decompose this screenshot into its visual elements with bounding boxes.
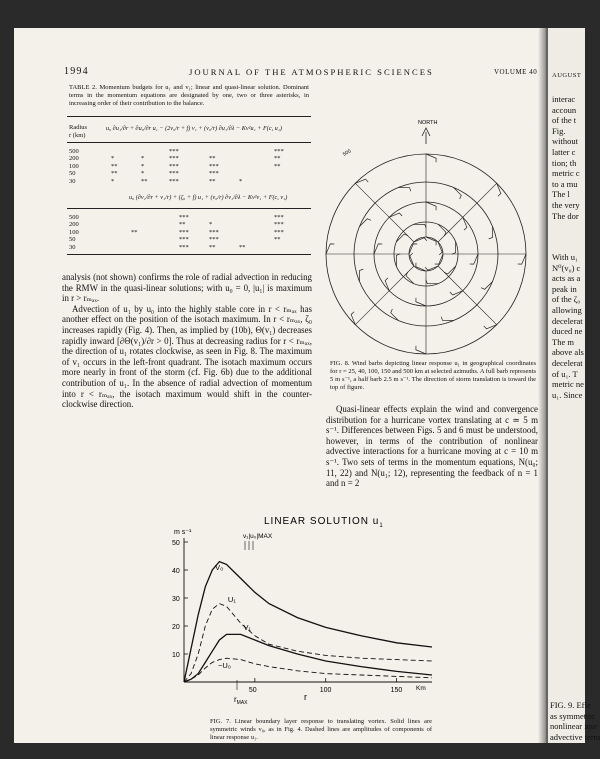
adjacent-fig9-caption — [550, 700, 600, 742]
adjacent-text-line: u₁. Since — [552, 389, 583, 400]
table-cell: *** — [209, 228, 219, 236]
adjacent-text-line: advective term — [550, 731, 600, 742]
adjacent-text-line: nonlinear inte — [550, 721, 597, 732]
equation-v: u₀ (∂v₁/∂r + v₁/r) + (ζ₀ + f) u₁ + (v₀/r) ∂v₁/∂λ − Kv²v₁ + F(c, v₁) — [129, 194, 288, 201]
fig8-wind-barb — [426, 202, 436, 210]
table-cell-radius: 100 — [69, 162, 79, 170]
fig8-wind-barb — [414, 224, 426, 228]
journal-page — [14, 28, 544, 743]
adjacent-text-block-2 — [552, 252, 584, 400]
table-cell: * — [111, 177, 115, 185]
adjacent-text-line: without — [552, 136, 578, 147]
fig8-wind-barb — [398, 187, 410, 191]
fig8-spokes — [326, 154, 526, 354]
fig8-wind-barb — [359, 269, 363, 281]
fig7-r-axis-label: r — [304, 692, 307, 702]
adjacent-text-line: duced ne — [552, 326, 583, 337]
adjacent-text-line: of the t — [552, 115, 577, 126]
table-v-rows — [69, 214, 313, 251]
table-cell-radius: 500 — [69, 148, 79, 155]
table-cell: * — [141, 155, 145, 163]
adjacent-text-line: as symmetric — [550, 710, 596, 721]
table-cell: ** — [111, 170, 118, 178]
fig8-wind-barb — [426, 280, 438, 284]
table-cell: *** — [274, 221, 284, 229]
table-cell: *** — [169, 177, 179, 185]
table-cell-radius: 100 — [69, 228, 79, 236]
table-row — [69, 244, 313, 251]
adjacent-text-line: acts as a — [552, 273, 581, 284]
adjacent-page — [548, 28, 600, 743]
table-cell: *** — [179, 243, 189, 251]
table-header-unit: r (km) — [69, 132, 86, 139]
adjacent-header: AUGUST — [552, 72, 582, 79]
table-cell: *** — [274, 148, 284, 155]
page-number: 1994 — [64, 66, 89, 77]
table-cell: ** — [274, 162, 281, 170]
adjacent-text-line: latter c — [552, 146, 576, 157]
adjacent-text-line: Fig. — [552, 125, 566, 136]
table-cell: ** — [131, 228, 138, 236]
table-cell: *** — [209, 170, 219, 178]
table-cell: * — [209, 221, 213, 229]
journal-title: JOURNAL OF THE ATMOSPHERIC SCIENCES — [189, 67, 434, 77]
fig8-wind-barb — [326, 244, 334, 254]
adjacent-text-block-1 — [552, 94, 580, 221]
fig8-wind-barb — [409, 244, 417, 254]
adjacent-text-line: With u₁ — [552, 252, 578, 262]
table-rule-bottom — [67, 254, 311, 255]
table-row — [69, 163, 313, 170]
fig8-wind-barb — [489, 226, 493, 238]
adjacent-text-line: FIG. 9. Effe — [550, 700, 591, 710]
table-cell-radius: 200 — [69, 155, 79, 163]
table-rule-mid — [67, 142, 311, 143]
volume-label: VOLUME 40 — [494, 68, 538, 76]
fig7-curve-label: V₀ — [215, 563, 224, 572]
adjacent-text-line: The dor — [552, 210, 579, 221]
table-cell: *** — [274, 228, 284, 236]
fig8-wind-barb — [441, 317, 453, 321]
adjacent-text-line: The m — [552, 336, 574, 347]
fig7-x-tick-label: 50 — [248, 687, 257, 694]
fig7-x-unit: Km — [416, 685, 426, 692]
north-label: NORTH — [418, 120, 438, 126]
fig7-y-tick-label: 10 — [172, 652, 180, 659]
adjacent-text-line: metric c — [552, 168, 580, 179]
table-cell: * — [111, 155, 115, 163]
fig8-wind-barb — [416, 263, 426, 271]
fig7-y-tick-label: 20 — [172, 624, 180, 631]
left-paragraph-1: analysis (not shown) confirms the role of radial advection in reducing the RMW in the quasi-linear solutions; with u₀ = 0, |u₁| is maximum in r > rₘₐₓ. — [62, 272, 312, 304]
adjacent-text-line: peak in — [552, 283, 577, 294]
adjacent-text-line: decelerat — [552, 315, 583, 326]
fig7-series-line — [184, 634, 432, 682]
table-cell: * — [141, 170, 145, 178]
table-cell: * — [141, 162, 145, 170]
fig8-wind-barb — [396, 254, 400, 266]
right-paragraph-1: Quasi-linear effects explain the wind and convergence distribution for a hurricane vortex translating at c ≃ 5 m s⁻¹. Differences between Figs. 5 and 6 must be understood, however, in terms of the contribution of nonlinear advective interactions for a hurricane moving at c = 10 m s⁻¹. Two sets of terms in the momentum equations, N(u₀; 11, 22) and N(u₁; 12), representing the feedback of n = 1 and n = 2 — [326, 404, 538, 489]
table-cell: *** — [209, 236, 219, 244]
adjacent-text-line: metric ne — [552, 379, 584, 390]
adjacent-text-line: of u₁. T — [552, 368, 578, 379]
fig7-curve-label: U₁ — [227, 595, 236, 605]
fig7-y-unit: m s⁻¹ — [174, 529, 192, 536]
table-cell: *** — [169, 170, 179, 178]
fig8-wind-barb — [452, 242, 456, 254]
table-row — [69, 155, 313, 162]
table-row — [69, 214, 313, 221]
adjacent-text-line: tion; th — [552, 157, 577, 168]
table-u-rows — [69, 148, 313, 185]
fig8-spoke — [438, 266, 497, 325]
fig8-wind-barb — [416, 298, 426, 306]
ring-label-500: 500 — [342, 148, 353, 158]
adjacent-text-line: the very — [552, 199, 580, 210]
table-cell: ** — [274, 155, 281, 163]
fig8-spoke — [355, 183, 414, 242]
left-paragraph-2: Advection of u₁ by u₀ into the highly stable core in r < rₘₐₓ has another effect on the position of the isotach maximum. In r < rₘₐₓ, ζ₀ increases rapidly (Fig. 4). Then, as implied by (10b), Θ(v₁) decreases rapidly inward [∂Θ(v₁)/∂r > 0]. Thus at decreasing radius for r < rₘₐₓ, the direction of u₁ rotates clockwise, as seen in Fig. 8. The maximum of v₁ occurs in the left-front quadrant. The isotach maximum occurs more nearly in front of the storm (cf. Fig. 6b) due to the additional contribution of u₁. In the absence of radial advection of momentum into r < rₘₐₓ, the isotach maximum would shift in the counter-clockwise direction. — [62, 303, 312, 410]
fig7-rmax-label: $r_{MAX}$ — [234, 695, 248, 706]
table-row — [69, 221, 313, 228]
table-row — [69, 229, 313, 236]
table-cell: ** — [141, 177, 148, 185]
table-cell-radius: 50 — [69, 236, 76, 244]
fig7-x-tick-label: 150 — [390, 687, 403, 694]
right-column-text — [326, 404, 538, 489]
adjacent-text-line: The l — [552, 189, 570, 200]
table-cell: *** — [179, 228, 189, 236]
table-cell: *** — [179, 214, 189, 221]
figure-8-caption: FIG. 8. Wind barbs depicting linear response u₁ in geographical coordinates for r = 25, 40, 100, 150 and 500 km at selected azimuths. A full barb represents 5 m s⁻¹, a half barb 2.5 m s⁻¹. The direction of storm translation is toward the top of figure. — [330, 360, 536, 391]
table-row — [69, 178, 313, 185]
table-cell-radius: 200 — [69, 221, 79, 229]
table-cell-radius: 500 — [69, 214, 79, 221]
fig8-wind-barb — [426, 154, 436, 162]
table-rule-v — [67, 208, 311, 209]
fig7-curve-labels — [215, 563, 251, 670]
table-cell: ** — [239, 243, 246, 251]
fig7-y-tick-label: 50 — [172, 540, 180, 547]
fig7-x-tick-label: 100 — [319, 687, 332, 694]
adjacent-text-line: allowing — [552, 304, 582, 315]
table-cell: * — [239, 177, 243, 185]
fig7-title: LINEAR SOLUTION $u_1$ — [264, 516, 384, 529]
left-column-text — [62, 272, 312, 410]
fig7-curve-label: −U₀ — [218, 661, 231, 670]
fig8-wind-barb — [435, 254, 443, 264]
fig8-wind-barb — [426, 237, 436, 245]
fig7-y-tick-label: 30 — [172, 596, 180, 603]
table-cell: *** — [169, 148, 179, 155]
table-cell: *** — [169, 162, 179, 170]
fig8-spoke — [355, 266, 414, 325]
table-cell: *** — [169, 155, 179, 163]
table-caption: TABLE 2. Momentum budgets for u₁ and v₁; linear and quasi-linear solution. Dominant terms in the momentum equations are designated by one, two or three asterisks, in increasing order of their contribution to the balance. — [69, 84, 309, 107]
adjacent-text-line: N⁰(v₀) c — [552, 262, 581, 273]
table-row — [69, 236, 313, 243]
equation-u: u₀ ∂u₁/∂r + ∂u₀/∂r u₁ − (2v₀/r + f) v₁ + (v₀/r) ∂u₁/∂λ − Kv²u₁ + F(c, u₁) — [106, 125, 282, 132]
figure-7-chart — [154, 512, 454, 717]
table-cell: ** — [209, 243, 216, 251]
fig8-wind-barb — [416, 346, 426, 354]
table-cell: *** — [274, 214, 284, 221]
table-rule-top — [67, 116, 311, 117]
fig8-wind-barb — [470, 254, 478, 264]
table-cell: ** — [274, 236, 281, 244]
table-cell: ** — [209, 155, 216, 163]
adjacent-text-line: above als — [552, 347, 584, 358]
fig7-umax-annotation: v₁|u₀|MAX — [243, 533, 273, 540]
adjacent-text-line: to a mu — [552, 178, 578, 189]
fig8-spoke — [438, 183, 497, 242]
table-cell-radius: 30 — [69, 177, 76, 185]
figure-7-caption: FIG. 7. Linear boundary layer response to translating vortex. Solid lines are symmetric winds v₀, as in Fig. 4. Dashed lines are amplitudes of components of linear response u₁. — [210, 718, 432, 741]
adjacent-text-line: accoun — [552, 104, 577, 115]
adjacent-text-line: interac — [552, 94, 576, 104]
table-header-radius: Radius — [69, 124, 88, 131]
figure-8-polar — [314, 114, 539, 354]
table-row — [69, 170, 313, 177]
table-row — [69, 148, 313, 155]
table-cell: *** — [179, 236, 189, 244]
fig8-wind-barb — [518, 254, 526, 264]
fig7-y-tick-label: 40 — [172, 568, 180, 575]
fig7-curve-label: V₁ — [243, 623, 252, 633]
adjacent-text-line: decelerat — [552, 357, 583, 368]
table-cell-radius: 30 — [69, 243, 76, 251]
adjacent-text-line: of the ζ₀ — [552, 294, 581, 305]
fig8-wind-barb — [374, 244, 382, 254]
table-cell-radius: 50 — [69, 170, 76, 178]
table-cell: ** — [209, 177, 216, 185]
table-cell: ** — [179, 221, 186, 229]
table-cell: *** — [209, 162, 219, 170]
fig7-umax-arrows-icon — [245, 541, 253, 550]
table-cell: ** — [111, 162, 118, 170]
